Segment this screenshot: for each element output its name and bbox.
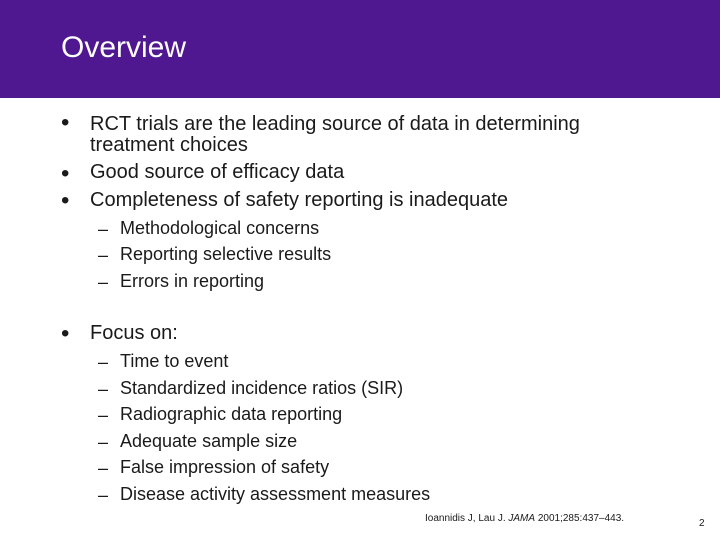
citation-authors: Ioannidis J, Lau J.: [425, 513, 509, 524]
bullet-item: [90, 113, 580, 156]
sub-bullet-item: Adequate sample size: [120, 431, 298, 451]
citation-journal: JAMA: [508, 513, 536, 524]
sub-bullet-marker: –: [98, 219, 109, 239]
sub-bullet-marker: –: [98, 432, 109, 452]
sub-bullet-item: Reporting selective results: [120, 244, 332, 264]
sub-bullet-marker: –: [98, 405, 109, 425]
sub-bullet-item: Errors in reporting: [120, 271, 265, 291]
title-bar: [0, 0, 720, 98]
sub-bullet-item: Time to event: [120, 351, 229, 371]
page-number: 2: [699, 518, 705, 529]
sub-bullet-marker: –: [98, 485, 109, 505]
sub-bullet-item: Methodological concerns: [120, 218, 320, 238]
bullet-line: treatment choices: [90, 134, 248, 156]
bullet-marker: •: [61, 109, 70, 136]
bullet-line: Good source of efficacy data: [90, 161, 345, 183]
sub-bullet-marker: –: [98, 272, 109, 292]
citation: [425, 513, 624, 525]
bullet-line: Focus on:: [90, 322, 178, 344]
sub-bullet-item: False impression of safety: [120, 457, 330, 477]
slide-title: Overview: [61, 31, 187, 64]
sub-bullet-marker: –: [98, 379, 109, 399]
sub-bullet-marker: –: [98, 245, 109, 265]
bullet-line: Completeness of safety reporting is inadequate: [90, 189, 509, 211]
bullet-marker: •: [61, 160, 70, 187]
bullet-item: [90, 322, 178, 344]
bullet-item: [90, 189, 508, 211]
bullet-marker: •: [61, 320, 70, 347]
sub-bullet-marker: –: [98, 352, 109, 372]
bullet-marker: •: [61, 187, 70, 214]
sub-bullet-item: Radiographic data reporting: [120, 404, 343, 424]
sub-bullet-item: Disease activity assessment measures: [120, 484, 431, 504]
sub-bullet-item: Standardized incidence ratios (SIR): [120, 378, 404, 398]
sub-bullet-marker: –: [98, 458, 109, 478]
bullet-line: RCT trials are the leading source of data in determining: [90, 113, 580, 135]
citation-details: 2001;285:437–443.: [535, 513, 625, 524]
bullet-item: [90, 161, 344, 183]
